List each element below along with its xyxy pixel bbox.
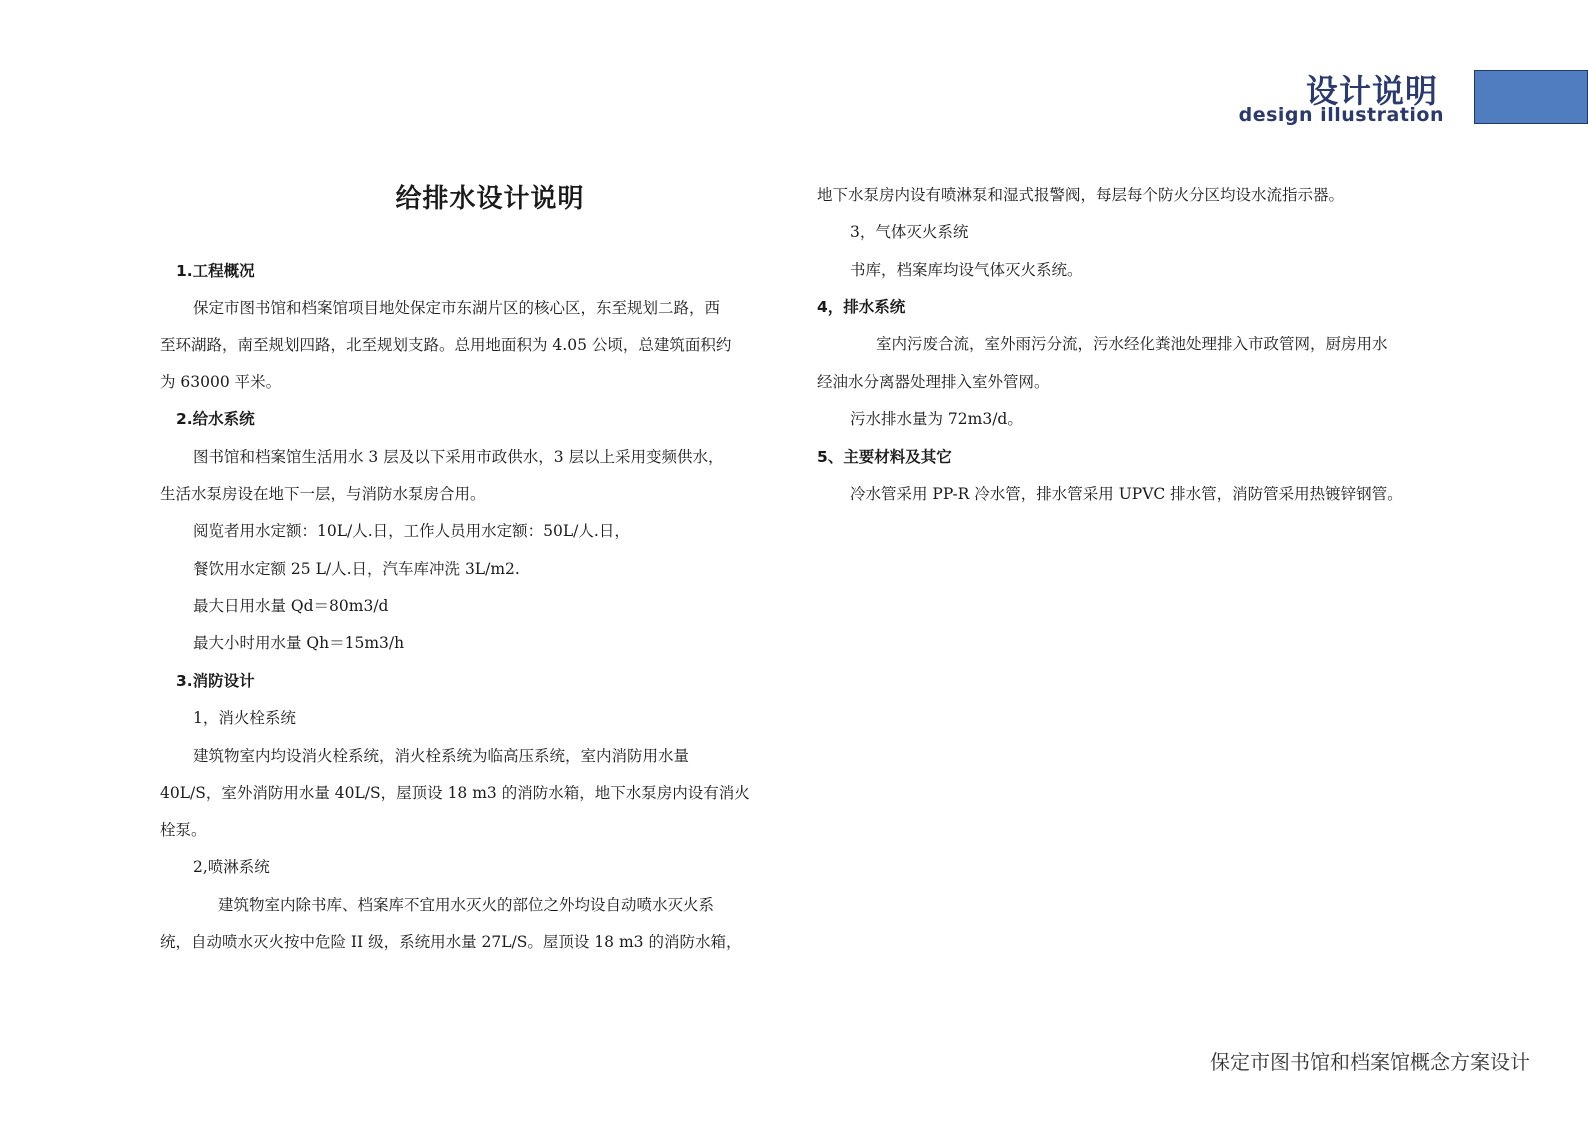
paragraph-line: 图书馆和档案馆生活用水 3 层及以下采用市政供水，3 层以上采用变频供水， [193, 448, 724, 466]
header-subtitle: design illustration [1238, 104, 1444, 126]
paragraph-line: 室内污废合流，室外雨污分流，污水经化粪池处理排入市政管网，厨房用水 [876, 335, 1388, 353]
paragraph-line: 统，自动喷水灭火按中危险 II 级，系统用水量 27L/S。屋顶设 18 m3 的消防水箱， [160, 933, 742, 951]
document-title: 给排水设计说明 [395, 184, 585, 214]
paragraph-line: 阅览者用水定额：10L/人.日，工作人员用水定额：50L/人.日， [193, 522, 630, 540]
paragraph-line: 40L/S，室外消防用水量 40L/S，屋顶设 18 m3 的消防水箱，地下水泵房内设有消火 [160, 784, 750, 802]
paragraph-line: 建筑物室内均设消火栓系统，消火栓系统为临高压系统，室内消防用水量 [193, 747, 690, 765]
paragraph-line: 建筑物室内除书库、档案库不宜用水灭火的部位之外均设自动喷水灭火系 [218, 896, 715, 914]
paragraph-line: 书库，档案库均设气体灭火系统。 [850, 261, 1083, 279]
paragraph-line: 餐饮用水定额 25 L/人.日，汽车库冲洗 3L/m2. [193, 560, 520, 578]
paragraph-line: 栓泵。 [160, 821, 207, 839]
paragraph-line: 至环湖路，南至规划四路，北至规划支路。总用地面积为 4.05 公顷，总建筑面积约 [160, 336, 732, 354]
section-heading-fire-protection: 3.消防设计 [176, 672, 255, 690]
paragraph-line: 冷水管采用 PP-R 冷水管，排水管采用 UPVC 排水管，消防管采用热镀锌钢管。 [850, 485, 1403, 503]
paragraph-line: 地下水泵房内设有喷淋泵和湿式报警阀，每层每个防火分区均设水流指示器。 [817, 186, 1345, 204]
section-heading-water-supply: 2.给水系统 [176, 410, 255, 428]
paragraph-line: 最大小时用水量 Qh＝15m3/h [193, 634, 405, 652]
header-color-block [1474, 70, 1588, 124]
section-heading-overview: 1.工程概况 [176, 262, 255, 280]
paragraph-line: 保定市图书馆和档案馆项目地处保定市东湖片区的核心区，东至规划二路，西 [193, 299, 721, 317]
section-heading-materials: 5、主要材料及其它 [817, 448, 952, 466]
paragraph-line: 经油水分离器处理排入室外管网。 [817, 373, 1050, 391]
paragraph-line: 污水排水量为 72m3/d。 [850, 410, 1023, 428]
section-heading-drainage: 4，排水系统 [817, 298, 906, 316]
header-title: 设计说明 [1305, 72, 1438, 110]
paragraph-line: 最大日用水量 Qd＝80m3/d [193, 597, 389, 615]
subsection-heading: 1，消火栓系统 [193, 709, 296, 727]
subsection-heading: 3，气体灭火系统 [850, 223, 969, 241]
paragraph-line: 生活水泵房设在地下一层，与消防水泵房合用。 [160, 485, 486, 503]
paragraph-line: 为 63000 平米。 [160, 373, 282, 391]
subsection-heading: 2,喷淋系统 [193, 858, 270, 876]
footer-project-name: 保定市图书馆和档案馆概念方案设计 [1210, 1050, 1530, 1074]
